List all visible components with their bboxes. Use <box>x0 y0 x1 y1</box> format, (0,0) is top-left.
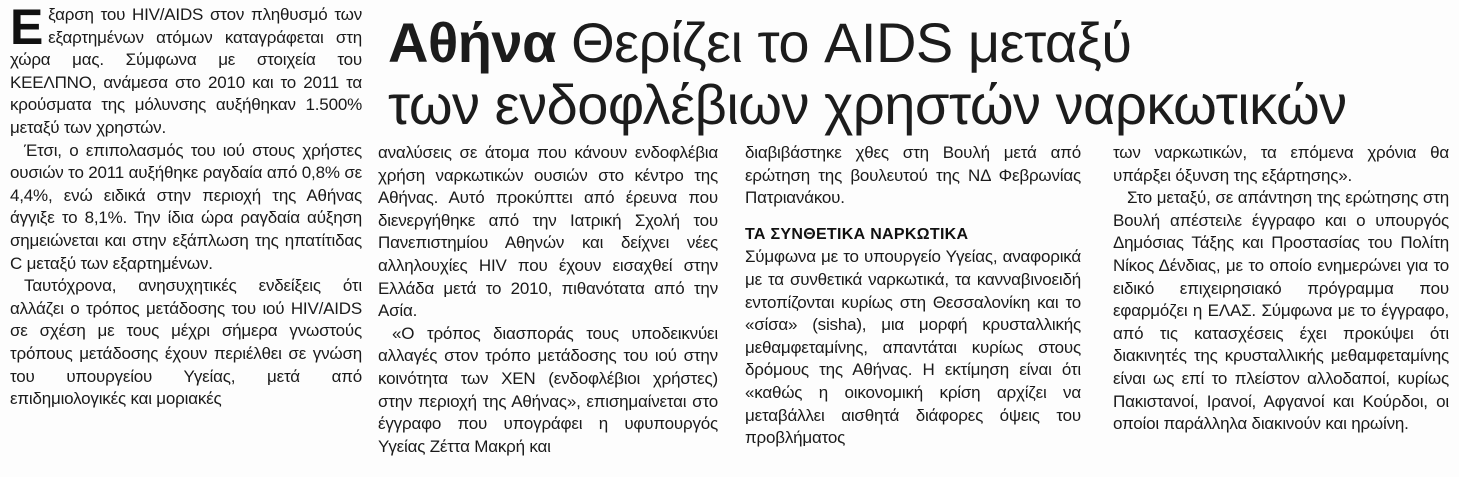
paragraph: «Ο τρόπος διασποράς τους υποδεικνύει αλλαγές στον τρόπο μετάδοσης του ιού στην κοινότητα των ΧΕΝ (ενδοφλέβιοι χρήστες) στην περιοχή της Αθήνας», επισημαίνεται στο έγγραφο που υπογράφει η υφυπουργός Υγείας Ζέττα Μακρή και <box>378 323 718 456</box>
paragraph: αναλύσεις σε άτομα που κάνουν ενδοφλέβια χρήση ναρκωτικών ουσιών στο κέντρο της Αθήνας. Αυτό προκύπτει από έρευνα που διενεργήθηκε από την Ιατρική Σχολή του Πανεπιστημίου Αθηνών και δείχνει νέες αλληλουχίες HIV που έχουν εισαχθεί στην Ελλάδα μετά το 2010, πιθανότατα από την Ασία. <box>378 143 718 321</box>
paragraph: Στο μεταξύ, σε απάντηση της ερώτησης στη Βουλή απέστειλε έγγραφο και ο υπουργός Δημόσιας Τάξης και Προστασίας του Πολίτη Νίκος Δένδιας, με το οποίο ενημερώνει για το ειδικό επιχειρησιακό πρόγραμμα που εφαρμόζει η ΕΛΑΣ. Σύμφωνα με το έγγραφο, από τις κατασχέσεις έχει προκύψει ότι διακινητές της κρυσταλλικής μεθαμφεταμίνης είναι ως επί το πλείστον αλλοδαποί, κυρίως Πακιστανοί, Ιρανοί, Αφγανοί και Κούρδοι, οι οποίοι παράλληλα διακινούν και ηρωίνη. <box>1113 188 1449 434</box>
article-column-4 <box>1113 142 1449 436</box>
article-headline <box>388 12 1448 136</box>
paragraph-text: ξαρση του HIV/AIDS στον πληθυσμό των εξαρτημένων ατόμων καταγράφεται στη χώρα μας. Σύμφωνα με στοιχεία του ΚΕΕΛΠΝΟ, ανάμεσα στο 2010 και το 2011 τα κρούσματα της μόλυνσης αυξήθηκαν 1.500% μεταξύ των χρηστών. <box>10 5 362 137</box>
paragraph: των ναρκωτικών, τα επόμενα χρόνια θα υπάρξει όξυνση της εξάρτησης». <box>1113 143 1449 185</box>
drop-cap: Ε <box>10 0 44 55</box>
headline-line-1-text: Θερίζει το AIDS μεταξύ <box>571 11 1132 74</box>
headline-kicker: Αθήνα <box>388 11 556 74</box>
headline-line-2: των ενδοφλέβιων χρηστών ναρκωτικών <box>388 73 1347 136</box>
paragraph: διαβιβάστηκε χθες στη Βουλή μετά από ερώτηση της βουλευτού της ΝΔ Φεβρωνίας Πατριανάκου. <box>745 143 1081 208</box>
paragraph: Έτσι, ο επιπολασμός του ιού στους χρήστες ουσιών το 2011 αυξήθηκε ραγδαία από 0,8% σε 4,4%, ενώ ειδικά στην περιοχή της Αθήνας άγγιξε το 8,1%. Την ίδια ώρα ραγδαία αύξηση σημειώνεται και στην εξάπλωση της ηπατίτιδας C μεταξύ των εξαρτημένων. <box>10 140 362 273</box>
article-column-2 <box>378 142 718 458</box>
section-subheading: ΤΑ ΣΥΝΘΕΤΙΚΑ ΝΑΡΚΩΤΙΚΑ <box>745 225 969 243</box>
headline-line-1 <box>388 12 1448 74</box>
article-column-1 <box>10 0 362 411</box>
paragraph: Σύμφωνα με το υπουργείο Υγείας, αναφορικά με τα συνθετικά ναρκωτικά, τα κανναβινοειδή εντοπίζονται κυρίως στη Θεσσαλονίκη και το «σίσα» (sisha), μια μορφή κρυσταλλικής μεθαμφεταμίνης, απαντάται κυρίως στους δρόμους της Αθήνας. Η εκτίμηση είναι ότι «καθώς η οικονομική κρίση αρχίζει να μεταβάλλει αισθητά διάφορες όψεις του προβλήματος <box>745 247 1081 448</box>
paragraph <box>10 0 362 140</box>
paragraph: Ταυτόχρονα, ανησυχητικές ενδείξεις ότι αλλάζει ο τρόπος μετάδοσης του ιού HIV/AIDS σε σχέση με τους μέχρι σήμερα γνωστούς τρόπους μετάδοσης έχουν περιέλθει σε γνώση του υπουργείου Υγείας, μετά από επιδημιολογικές και μοριακές <box>10 276 362 409</box>
article-column-3 <box>745 142 1081 450</box>
